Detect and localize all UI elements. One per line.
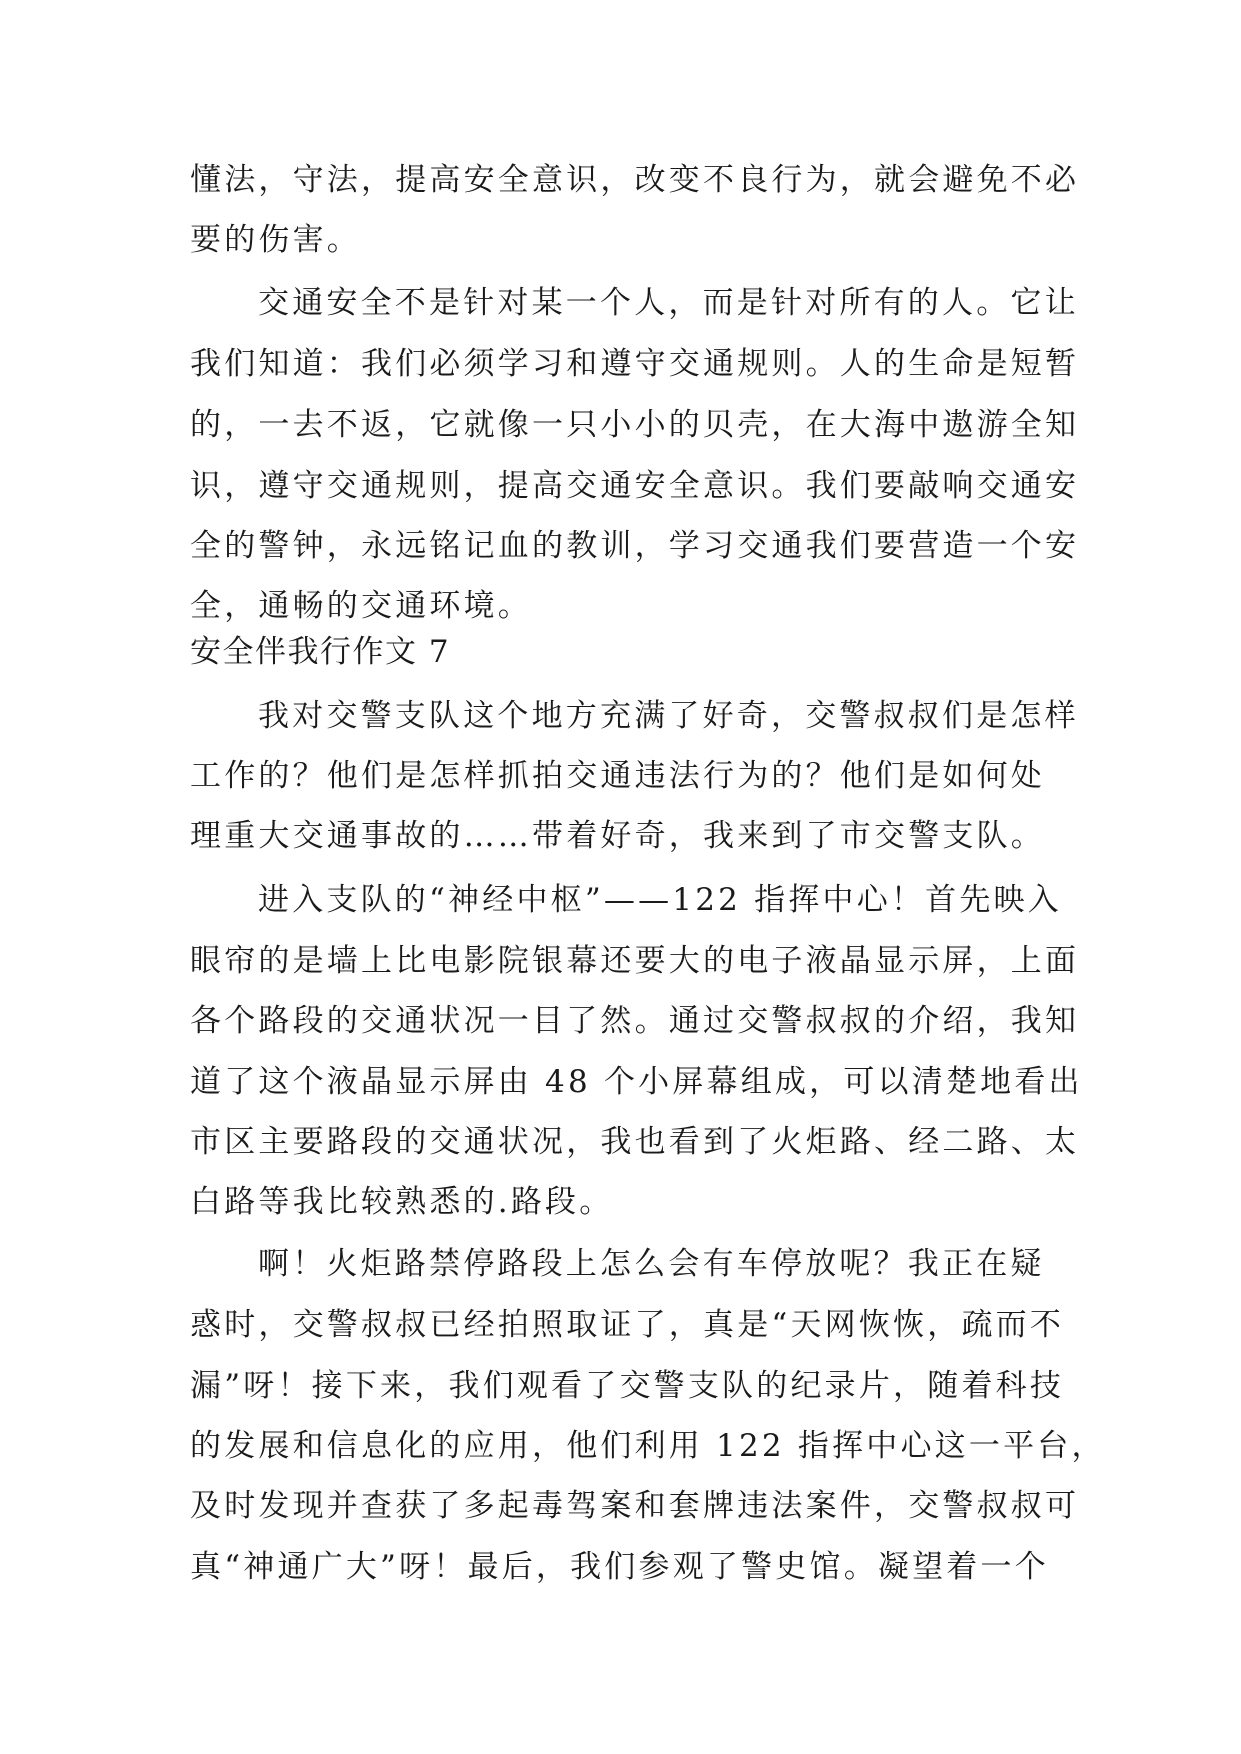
text-line: 各个路段的交通状况一目了然。通过交警叔叔的介绍，我知 (190, 1003, 1080, 1039)
text-line: 全，通畅的交通环境。 (190, 588, 532, 624)
text-line: 眼帘的是墙上比电影院银幕还要大的电子液晶显示屏，上面 (190, 943, 1080, 979)
text-line: 工作的？他们是怎样抓拍交通违法行为的？他们是如何处 (190, 758, 1045, 794)
text-line: 懂法，守法，提高安全意识，改变不良行为，就会避免不必 (190, 162, 1080, 198)
text-line: 识，遵守交通规则，提高交通安全意识。我们要敲响交通安 (190, 468, 1080, 504)
text-line: 全的警钟，永远铭记血的教训，学习交通我们要营造一个安 (190, 528, 1080, 564)
text-line: 真“神通广大”呀！最后，我们参观了警史馆。凝望着一个 (190, 1549, 1049, 1585)
text-line: 我们知道：我们必须学习和遵守交通规则。人的生命是短暂 (190, 346, 1080, 382)
text-line: 啊！火炬路禁停路段上怎么会有车停放呢？我正在疑 (258, 1246, 1045, 1282)
text-line: 要的伤害。 (190, 222, 361, 258)
text-line: 的，一去不返，它就像一只小小的贝壳，在大海中遨游全知 (190, 407, 1080, 443)
text-line: 的发展和信息化的应用，他们利用 122 指挥中心这一平台， (190, 1428, 1106, 1464)
text-line: 漏”呀！接下来，我们观看了交警支队的纪录片，随着科技 (190, 1368, 1065, 1404)
text-line: 市区主要路段的交通状况，我也看到了火炬路、经二路、太 (190, 1124, 1080, 1160)
text-line: 白路等我比较熟悉的.路段。 (190, 1184, 614, 1220)
text-line: 及时发现并查获了多起毒驾案和套牌违法案件，交警叔叔可 (190, 1488, 1080, 1524)
text-line: 惑时，交警叔叔已经拍照取证了，真是“天网恢恢，疏而不 (190, 1307, 1065, 1343)
text-line: 理重大交通事故的……带着好奇，我来到了市交警支队。 (190, 818, 1045, 854)
text-line: 交通安全不是针对某一个人，而是针对所有的人。它让 (258, 285, 1079, 321)
text-line: 我对交警支队这个地方充满了好奇，交警叔叔们是怎样 (258, 698, 1079, 734)
text-line: 道了这个液晶显示屏由 48 个小屏幕组成，可以清楚地看出 (190, 1064, 1083, 1100)
section-heading: 安全伴我行作文 7 (190, 634, 451, 670)
text-line: 进入支队的“神经中枢”——122 指挥中心！首先映入 (258, 882, 1062, 918)
